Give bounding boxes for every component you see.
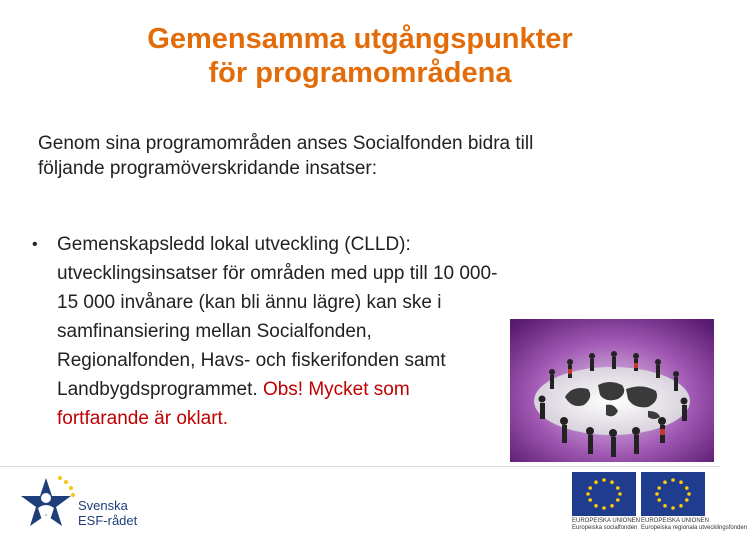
bullet-item [30,230,500,433]
bullet-text: Gemenskapsledd lokal utveckling (CLLD): utvecklingsinsatser för områden med upp till 10 000-15 000 invånare (kan bli ännu lägre) kan ske i samfinansiering mellan Socialfonden, Regionalfonden, Havs- och fiskerifonden samt Landbygdsprogrammet. [57,234,498,400]
eu-badge-regional-fund [641,472,747,538]
bullet-highlight: Obs! Mycket som fortfarande är oklart. [57,379,410,429]
title-line-2: för programområdena [208,57,512,89]
eu-caption-line-2: Europeiska socialfonden [572,525,638,531]
eu-flag-icon [641,472,705,516]
eu-flag-icon [572,472,636,516]
esf-logo-line-2: ESF-rådet [78,513,138,528]
slide-title [60,22,660,90]
eu-caption-line-1: EUROPEISKA UNIONEN [572,518,641,524]
esf-logo-text [78,498,137,528]
bullet-marker: • [32,236,38,253]
eu-badge-social-fund [572,472,641,538]
people-on-world-map-image [510,319,714,462]
intro-paragraph [38,131,658,181]
bullet-list [30,230,500,433]
title-line-1: Gemensamma utgångspunkter [147,23,573,55]
esf-logo-line-1: Svenska [78,498,128,513]
footer-divider [0,466,720,467]
star-figure-logo-icon [16,474,76,534]
eu-caption-line-2: Europeiska regionala utvecklingsfonden [641,525,747,531]
eu-caption-line-1: EUROPEISKA UNIONEN [641,518,710,524]
intro-line-2: följande programöverskridande insatser: [38,158,378,179]
eu-caption [572,518,641,532]
eu-caption [641,518,747,532]
intro-line-1: Genom sina programområden anses Socialfonden bidra till [38,133,534,154]
